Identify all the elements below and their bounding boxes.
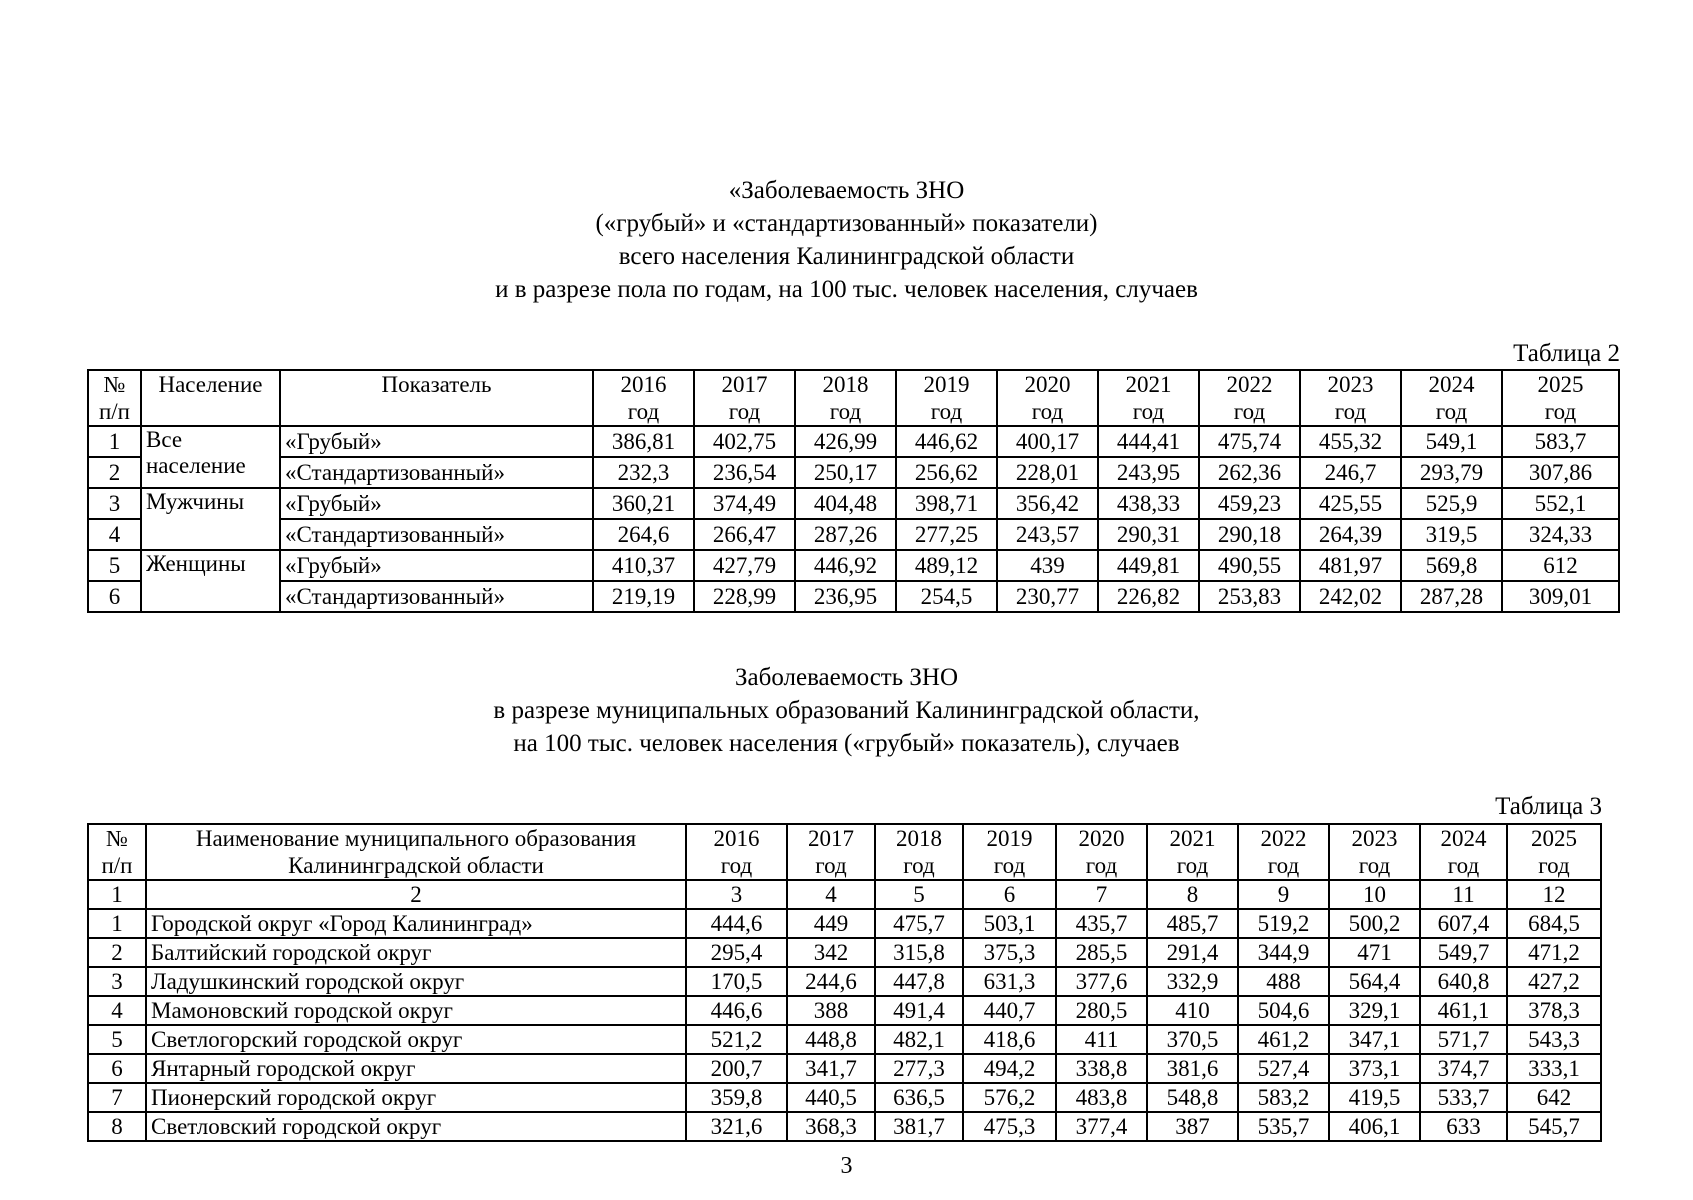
table-row xyxy=(88,996,1601,1025)
header-year: 2017 год xyxy=(787,824,875,880)
value-cell: 549,1 xyxy=(1401,426,1502,457)
value-cell: 482,1 xyxy=(875,1025,963,1054)
value-cell: 446,92 xyxy=(795,550,896,581)
value-cell: 576,2 xyxy=(963,1083,1056,1112)
municipality-name: Пионерский городской округ xyxy=(146,1083,686,1112)
title-block-1 xyxy=(0,174,1693,306)
header-population: Население xyxy=(141,370,280,426)
value-cell: 219,19 xyxy=(593,581,694,612)
value-cell: 631,3 xyxy=(963,967,1056,996)
header-year: 2021 год xyxy=(1147,824,1238,880)
table-row xyxy=(88,426,1619,457)
value-cell: 418,6 xyxy=(963,1025,1056,1054)
value-cell: 471 xyxy=(1329,938,1420,967)
value-cell: 228,01 xyxy=(997,457,1098,488)
value-cell: 449 xyxy=(787,909,875,938)
value-cell: 333,1 xyxy=(1507,1054,1601,1083)
value-cell: 242,02 xyxy=(1300,581,1401,612)
value-cell: 549,7 xyxy=(1420,938,1507,967)
value-cell: 583,2 xyxy=(1238,1083,1329,1112)
value-cell: 309,01 xyxy=(1502,581,1619,612)
value-cell: 449,81 xyxy=(1098,550,1199,581)
value-cell: 564,4 xyxy=(1329,967,1420,996)
value-cell: 640,8 xyxy=(1420,967,1507,996)
value-cell: 377,4 xyxy=(1056,1112,1147,1141)
row-number: 6 xyxy=(88,581,141,612)
indicator-cell: «Стандартизованный» xyxy=(280,457,593,488)
value-cell: 290,18 xyxy=(1199,519,1300,550)
value-cell: 256,62 xyxy=(896,457,997,488)
header-year: 2018 год xyxy=(795,370,896,426)
value-cell: 277,25 xyxy=(896,519,997,550)
value-cell: 291,4 xyxy=(1147,938,1238,967)
page-number: 3 xyxy=(840,1153,853,1179)
header-year: 2017 год xyxy=(694,370,795,426)
row-number: 3 xyxy=(88,967,146,996)
value-cell: 254,5 xyxy=(896,581,997,612)
title-line: всего населения Калининградской области xyxy=(618,243,1075,270)
value-cell: 374,49 xyxy=(694,488,795,519)
row-number: 7 xyxy=(88,1083,146,1112)
table-2 xyxy=(87,369,1620,613)
value-cell: 329,1 xyxy=(1329,996,1420,1025)
value-cell: 232,3 xyxy=(593,457,694,488)
column-number: 12 xyxy=(1507,880,1601,909)
header-year: 2025 год xyxy=(1502,370,1619,426)
column-number: 1 xyxy=(88,880,146,909)
table-row xyxy=(88,1083,1601,1112)
municipality-name: Ладушкинский городской округ xyxy=(146,967,686,996)
value-cell: 545,7 xyxy=(1507,1112,1601,1141)
header-year: 2022 год xyxy=(1199,370,1300,426)
value-cell: 236,95 xyxy=(795,581,896,612)
value-cell: 359,8 xyxy=(686,1083,787,1112)
table-row xyxy=(88,581,1619,612)
value-cell: 410,37 xyxy=(593,550,694,581)
column-number: 9 xyxy=(1238,880,1329,909)
header-num: № п/п xyxy=(88,370,141,426)
value-cell: 230,77 xyxy=(997,581,1098,612)
row-number: 2 xyxy=(88,938,146,967)
value-cell: 378,3 xyxy=(1507,996,1601,1025)
value-cell: 459,23 xyxy=(1199,488,1300,519)
row-number: 6 xyxy=(88,1054,146,1083)
indicator-cell: «Стандартизованный» xyxy=(280,581,593,612)
value-cell: 277,3 xyxy=(875,1054,963,1083)
value-cell: 475,7 xyxy=(875,909,963,938)
header-year: 2018 год xyxy=(875,824,963,880)
value-cell: 440,7 xyxy=(963,996,1056,1025)
municipality-name: Светлогорский городской округ xyxy=(146,1025,686,1054)
value-cell: 344,9 xyxy=(1238,938,1329,967)
table-row xyxy=(88,1112,1601,1141)
value-cell: 356,42 xyxy=(997,488,1098,519)
value-cell: 427,79 xyxy=(694,550,795,581)
population-group xyxy=(141,488,280,550)
value-cell: 569,8 xyxy=(1401,550,1502,581)
value-cell: 386,81 xyxy=(593,426,694,457)
table-row xyxy=(88,938,1601,967)
value-cell: 633 xyxy=(1420,1112,1507,1141)
header-year: 2019 год xyxy=(963,824,1056,880)
value-cell: 444,41 xyxy=(1098,426,1199,457)
value-cell: 636,5 xyxy=(875,1083,963,1112)
value-cell: 307,86 xyxy=(1502,457,1619,488)
value-cell: 491,4 xyxy=(875,996,963,1025)
municipality-name: Светловский городской округ xyxy=(146,1112,686,1141)
value-cell: 440,5 xyxy=(787,1083,875,1112)
header-year: 2020 год xyxy=(1056,824,1147,880)
header-year: 2020 год xyxy=(997,370,1098,426)
table-row xyxy=(88,967,1601,996)
value-cell: 400,17 xyxy=(997,426,1098,457)
value-cell: 427,2 xyxy=(1507,967,1601,996)
value-cell: 236,54 xyxy=(694,457,795,488)
value-cell: 338,8 xyxy=(1056,1054,1147,1083)
column-number: 6 xyxy=(963,880,1056,909)
value-cell: 398,71 xyxy=(896,488,997,519)
value-cell: 504,6 xyxy=(1238,996,1329,1025)
header-year: 2023 год xyxy=(1329,824,1420,880)
value-cell: 347,1 xyxy=(1329,1025,1420,1054)
value-cell: 368,3 xyxy=(787,1112,875,1141)
value-cell: 332,9 xyxy=(1147,967,1238,996)
value-cell: 266,47 xyxy=(694,519,795,550)
municipality-name: Мамоновский городской округ xyxy=(146,996,686,1025)
value-cell: 490,55 xyxy=(1199,550,1300,581)
value-cell: 535,7 xyxy=(1238,1112,1329,1141)
title-line: и в разрезе пола по годам, на 100 тыс. человек населения, случаев xyxy=(495,276,1198,303)
table-header-row xyxy=(88,370,1619,426)
value-cell: 287,28 xyxy=(1401,581,1502,612)
value-cell: 315,8 xyxy=(875,938,963,967)
value-cell: 447,8 xyxy=(875,967,963,996)
value-cell: 243,57 xyxy=(997,519,1098,550)
value-cell: 488 xyxy=(1238,967,1329,996)
value-cell: 290,31 xyxy=(1098,519,1199,550)
value-cell: 481,97 xyxy=(1300,550,1401,581)
value-cell: 521,2 xyxy=(686,1025,787,1054)
value-cell: 438,33 xyxy=(1098,488,1199,519)
header-year: 2024 год xyxy=(1420,824,1507,880)
table-3-label: Таблица 3 xyxy=(1495,793,1602,820)
value-cell: 287,26 xyxy=(795,519,896,550)
municipality-name: Янтарный городской округ xyxy=(146,1054,686,1083)
value-cell: 295,4 xyxy=(686,938,787,967)
table-row xyxy=(88,488,1619,519)
value-cell: 264,39 xyxy=(1300,519,1401,550)
column-number: 10 xyxy=(1329,880,1420,909)
value-cell: 425,55 xyxy=(1300,488,1401,519)
value-cell: 461,2 xyxy=(1238,1025,1329,1054)
value-cell: 226,82 xyxy=(1098,581,1199,612)
value-cell: 321,6 xyxy=(686,1112,787,1141)
value-cell: 455,32 xyxy=(1300,426,1401,457)
column-number: 4 xyxy=(787,880,875,909)
value-cell: 381,7 xyxy=(875,1112,963,1141)
value-cell: 406,1 xyxy=(1329,1112,1420,1141)
value-cell: 319,5 xyxy=(1401,519,1502,550)
indicator-cell: «Грубый» xyxy=(280,488,593,519)
table-row xyxy=(88,1054,1601,1083)
value-cell: 435,7 xyxy=(1056,909,1147,938)
title-line: Заболеваемость ЗНО xyxy=(735,664,958,691)
value-cell: 373,1 xyxy=(1329,1054,1420,1083)
value-cell: 548,8 xyxy=(1147,1083,1238,1112)
value-cell: 246,7 xyxy=(1300,457,1401,488)
value-cell: 607,4 xyxy=(1420,909,1507,938)
value-cell: 370,5 xyxy=(1147,1025,1238,1054)
value-cell: 444,6 xyxy=(686,909,787,938)
value-cell: 374,7 xyxy=(1420,1054,1507,1083)
population-label: население xyxy=(146,453,246,478)
value-cell: 439 xyxy=(997,550,1098,581)
title-block-2 xyxy=(0,661,1693,760)
value-cell: 250,17 xyxy=(795,457,896,488)
value-cell: 527,4 xyxy=(1238,1054,1329,1083)
row-number: 1 xyxy=(88,909,146,938)
value-cell: 475,3 xyxy=(963,1112,1056,1141)
header-year: 2016 год xyxy=(686,824,787,880)
header-year: 2023 год xyxy=(1300,370,1401,426)
value-cell: 381,6 xyxy=(1147,1054,1238,1083)
column-number: 8 xyxy=(1147,880,1238,909)
indicator-cell: «Стандартизованный» xyxy=(280,519,593,550)
population-label: Мужчины xyxy=(146,489,245,514)
population-label: Женщины xyxy=(146,551,246,576)
column-number: 11 xyxy=(1420,880,1507,909)
table-3 xyxy=(87,823,1602,1142)
value-cell: 228,99 xyxy=(694,581,795,612)
value-cell: 543,3 xyxy=(1507,1025,1601,1054)
row-number: 4 xyxy=(88,996,146,1025)
value-cell: 170,5 xyxy=(686,967,787,996)
value-cell: 360,21 xyxy=(593,488,694,519)
header-indicator: Показатель xyxy=(280,370,593,426)
value-cell: 494,2 xyxy=(963,1054,1056,1083)
value-cell: 388 xyxy=(787,996,875,1025)
value-cell: 342 xyxy=(787,938,875,967)
value-cell: 262,36 xyxy=(1199,457,1300,488)
value-cell: 446,6 xyxy=(686,996,787,1025)
value-cell: 475,74 xyxy=(1199,426,1300,457)
value-cell: 426,99 xyxy=(795,426,896,457)
header-name: Наименование муниципального образования Калининградской области xyxy=(146,824,686,880)
row-number: 1 xyxy=(88,426,141,457)
value-cell: 485,7 xyxy=(1147,909,1238,938)
value-cell: 461,1 xyxy=(1420,996,1507,1025)
header-year: 2022 год xyxy=(1238,824,1329,880)
value-cell: 533,7 xyxy=(1420,1083,1507,1112)
table-row xyxy=(88,1025,1601,1054)
value-cell: 612 xyxy=(1502,550,1619,581)
value-cell: 500,2 xyxy=(1329,909,1420,938)
column-number: 5 xyxy=(875,880,963,909)
population-group xyxy=(141,426,280,488)
row-number: 3 xyxy=(88,488,141,519)
value-cell: 404,48 xyxy=(795,488,896,519)
header-year: 2019 год xyxy=(896,370,997,426)
value-cell: 684,5 xyxy=(1507,909,1601,938)
header-year: 2025 год xyxy=(1507,824,1601,880)
value-cell: 489,12 xyxy=(896,550,997,581)
value-cell: 243,95 xyxy=(1098,457,1199,488)
value-cell: 503,1 xyxy=(963,909,1056,938)
column-number: 2 xyxy=(146,880,686,909)
header-year: 2016 год xyxy=(593,370,694,426)
value-cell: 280,5 xyxy=(1056,996,1147,1025)
value-cell: 293,79 xyxy=(1401,457,1502,488)
value-cell: 253,83 xyxy=(1199,581,1300,612)
value-cell: 377,6 xyxy=(1056,967,1147,996)
value-cell: 525,9 xyxy=(1401,488,1502,519)
value-cell: 285,5 xyxy=(1056,938,1147,967)
value-cell: 244,6 xyxy=(787,967,875,996)
title-line: в разрезе муниципальных образований Калининградской области, xyxy=(493,697,1200,724)
row-number: 4 xyxy=(88,519,141,550)
table-row xyxy=(88,550,1619,581)
population-group xyxy=(141,550,280,612)
value-cell: 264,6 xyxy=(593,519,694,550)
header-year: 2021 год xyxy=(1098,370,1199,426)
population-label: Все xyxy=(146,427,183,452)
value-cell: 387 xyxy=(1147,1112,1238,1141)
municipality-name: Городской округ «Город Калининград» xyxy=(146,909,686,938)
value-cell: 448,8 xyxy=(787,1025,875,1054)
row-number: 5 xyxy=(88,550,141,581)
value-cell: 411 xyxy=(1056,1025,1147,1054)
column-number: 3 xyxy=(686,880,787,909)
title-line: «Заболеваемость ЗНО xyxy=(728,177,965,204)
value-cell: 446,62 xyxy=(896,426,997,457)
title-line: на 100 тыс. человек населения («грубый» показатель), случаев xyxy=(513,730,1180,757)
row-number: 5 xyxy=(88,1025,146,1054)
municipality-name: Балтийский городской округ xyxy=(146,938,686,967)
value-cell: 341,7 xyxy=(787,1054,875,1083)
header-year: 2024 год xyxy=(1401,370,1502,426)
value-cell: 324,33 xyxy=(1502,519,1619,550)
value-cell: 419,5 xyxy=(1329,1083,1420,1112)
value-cell: 471,2 xyxy=(1507,938,1601,967)
header-num: № п/п xyxy=(88,824,146,880)
indicator-cell: «Грубый» xyxy=(280,550,593,581)
table-row xyxy=(88,457,1619,488)
value-cell: 571,7 xyxy=(1420,1025,1507,1054)
title-line: («грубый» и «стандартизованный» показатели) xyxy=(595,210,1098,237)
column-number-row xyxy=(88,880,1601,909)
value-cell: 483,8 xyxy=(1056,1083,1147,1112)
column-number: 7 xyxy=(1056,880,1147,909)
table-header-row xyxy=(88,824,1601,880)
value-cell: 410 xyxy=(1147,996,1238,1025)
table-row xyxy=(88,519,1619,550)
table-row xyxy=(88,909,1601,938)
value-cell: 642 xyxy=(1507,1083,1601,1112)
table-2-label: Таблица 2 xyxy=(1513,340,1620,367)
row-number: 2 xyxy=(88,457,141,488)
row-number: 8 xyxy=(88,1112,146,1141)
value-cell: 583,7 xyxy=(1502,426,1619,457)
value-cell: 375,3 xyxy=(963,938,1056,967)
value-cell: 402,75 xyxy=(694,426,795,457)
value-cell: 519,2 xyxy=(1238,909,1329,938)
value-cell: 552,1 xyxy=(1502,488,1619,519)
value-cell: 200,7 xyxy=(686,1054,787,1083)
indicator-cell: «Грубый» xyxy=(280,426,593,457)
